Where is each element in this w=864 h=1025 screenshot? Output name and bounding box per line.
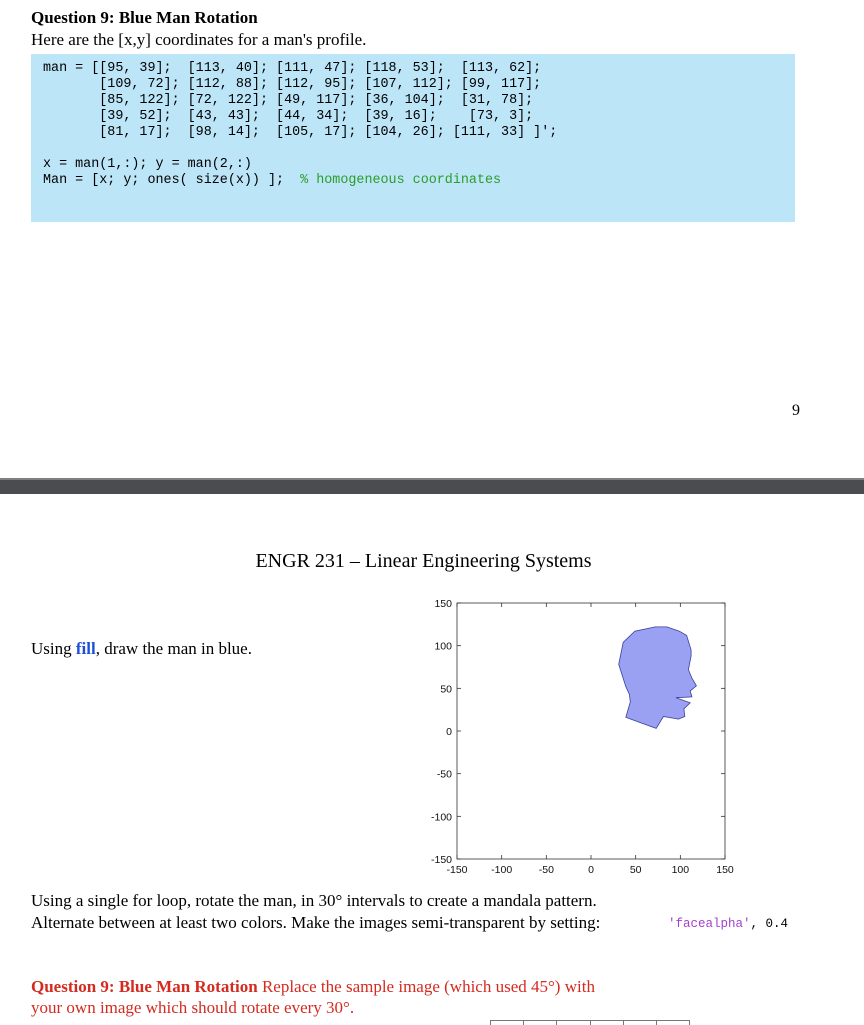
code-line: [39, 52]; [43, 43]; [44, 34]; [39, 16]; [73, 3]; [43, 109, 534, 124]
y-tick-label: 50 [440, 683, 452, 696]
code-text [43, 61, 557, 189]
man-plot [420, 590, 740, 890]
course-title: ENGR 231 – Linear Engineering Systems [255, 550, 592, 572]
red-question-line-1 [31, 977, 595, 997]
fill-suffix: , draw the man in blue. [95, 639, 252, 658]
red-question-rest: Replace the sample image (which used 45°) with [257, 977, 595, 996]
code-block [31, 54, 795, 222]
x-tick-label: -100 [491, 864, 513, 876]
loop-instruction-1: Using a single for loop, rotate the man, in 30° intervals to create a mandala pattern. [31, 891, 597, 910]
facealpha-value: , 0.4 [750, 917, 789, 931]
x-tick-label: 0 [588, 864, 594, 876]
y-tick-label: -150 [430, 854, 452, 866]
fill-keyword: fill [75, 639, 96, 658]
y-tick-label: 0 [446, 726, 452, 738]
code-line: [81, 17]; [98, 14]; [105, 17]; [104, 26]; [111, 33] ]'; [43, 125, 558, 140]
page-header [0, 550, 864, 573]
loop-instruction-2: Alternate between at least two colors. Make the images semi-transparent by setting: [31, 913, 601, 932]
question-subtitle: Here are the [x,y] coordinates for a man's profile. [31, 30, 367, 49]
x-tick-label: 100 [671, 864, 690, 876]
code-line: [109, 72]; [112, 88]; [112, 95]; [107, 112]; [99, 117]; [43, 77, 542, 92]
fill-instruction [31, 639, 252, 659]
code-line: Man = [x; y; ones( size(x)) ]; [43, 173, 301, 188]
code-comment: % homogeneous coordinates [300, 173, 502, 188]
y-tick-label: -50 [436, 768, 452, 781]
facealpha-string: 'facealpha' [668, 917, 751, 931]
x-tick-label: 150 [716, 864, 734, 876]
facealpha-code [668, 917, 788, 931]
man-shape [619, 627, 697, 729]
red-question-line-2: your own image which should rotate every 30°. [31, 998, 355, 1017]
fill-prefix: Using [31, 639, 76, 658]
y-tick-label: 150 [434, 598, 452, 610]
question-title: Question 9: Blue Man Rotation [31, 8, 258, 27]
x-tick-label: 50 [629, 864, 642, 876]
table-edge [490, 1020, 690, 1025]
page-number: 9 [792, 402, 800, 419]
red-question-title: Question 9: Blue Man Rotation [31, 977, 258, 996]
code-line: man = [[95, 39]; [113, 40]; [111, 47]; [118, 53]; [113, 62]; [43, 61, 542, 76]
code-line: [85, 122]; [72, 122]; [49, 117]; [36, 104]; [31, 78]; [43, 93, 534, 108]
man-polygon [619, 627, 697, 729]
y-tick-label: 100 [434, 640, 452, 653]
x-tick-label: -50 [538, 864, 554, 876]
page-divider [0, 478, 864, 494]
x-tick-label: -150 [446, 864, 468, 876]
y-tick-label: -100 [430, 811, 452, 824]
code-line: x = man(1,:); y = man(2,:) [43, 157, 252, 172]
